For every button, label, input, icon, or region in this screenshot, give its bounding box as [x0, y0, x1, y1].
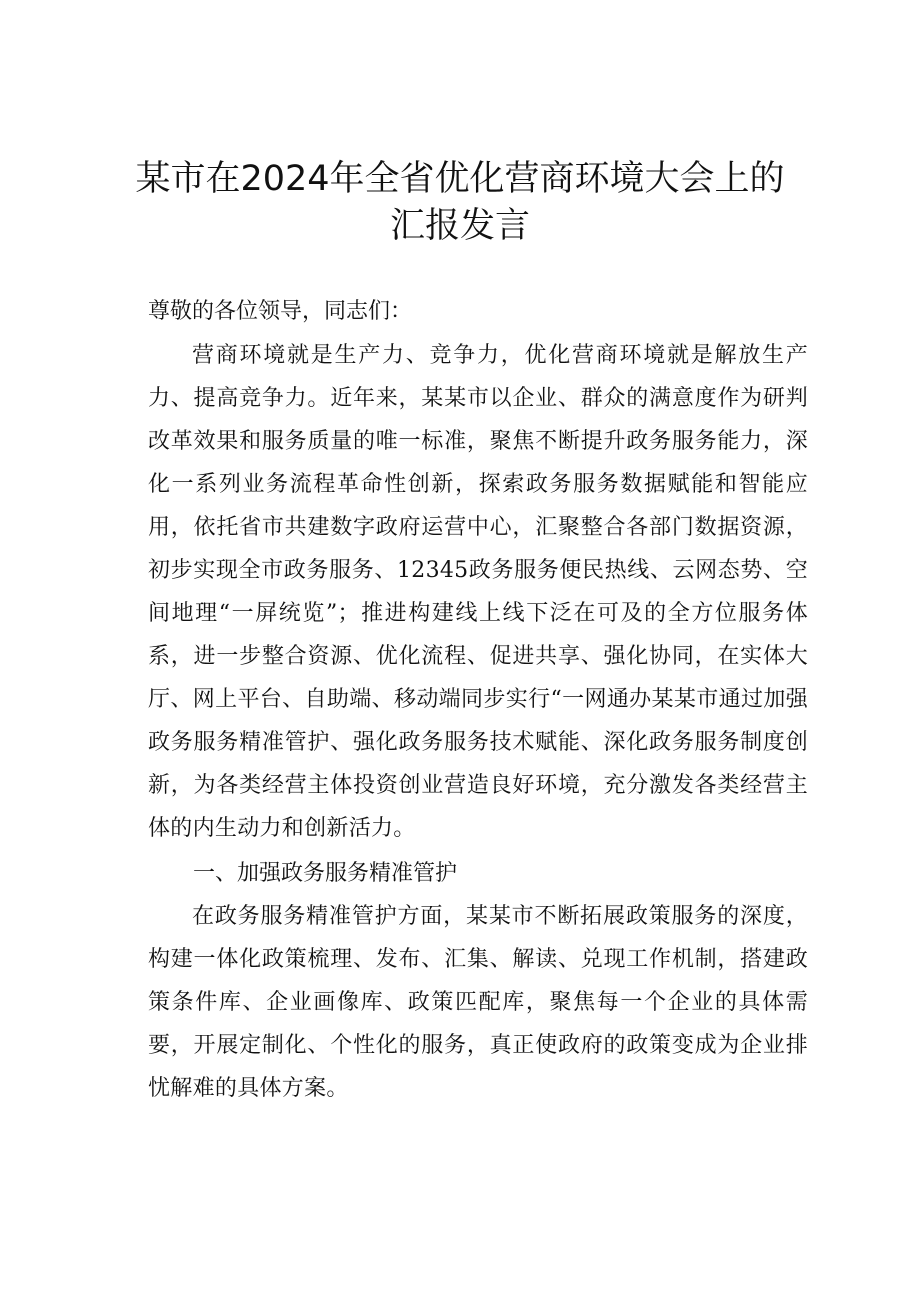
- document-title-line-1: 某市在2024年全省优化营商环境大会上的: [135, 159, 785, 199]
- paragraph-intro: 营商环境就是生产力、竞争力，优化营商环境就是解放生产力、提高竞争力。近年来，某某市以企业、群众的满意度作为研判改革效果和服务质量的唯一标准，聚焦不断提升政务服务能力，深化一系列业务流程革命性创新，探索政务服务数据赋能和智能应用，依托省市共建数字政府运营中心，汇聚整合各部门数据资源，初步实现全市政务服务、12345政务服务便民热线、云网态势、空间地理“一屏统览”；推进构建线上线下泛在可及的全方位服务体系，进一步整合资源、优化流程、促进共享、强化协同，在实体大厅、网上平台、自助端、移动端同步实行“一网通办某某市通过加强政务服务精准管护、强化政务服务技术赋能、深化政务服务制度创新，为各类经营主体投资创业营造良好环境，充分激发各类经营主体的内生动力和创新活力。: [148, 343, 808, 841]
- document-title-line-2: 汇报发言: [389, 206, 530, 246]
- section-heading-1: 一、加强政务服务精准管护: [193, 861, 458, 886]
- paragraph-section-1: 在政务服务精准管护方面，某某市不断拓展政策服务的深度，构建一体化政策梳理、发布、汇集、解读、兑现工作机制，搭建政策条件库、企业画像库、政策匹配库，聚焦每一个企业的具体需要，开展定制化、个性化的服务，真正使政府的政策变成为企业排忧解难的具体方案。: [148, 904, 808, 1101]
- salutation: 尊敬的各位领导，同志们：: [148, 299, 413, 324]
